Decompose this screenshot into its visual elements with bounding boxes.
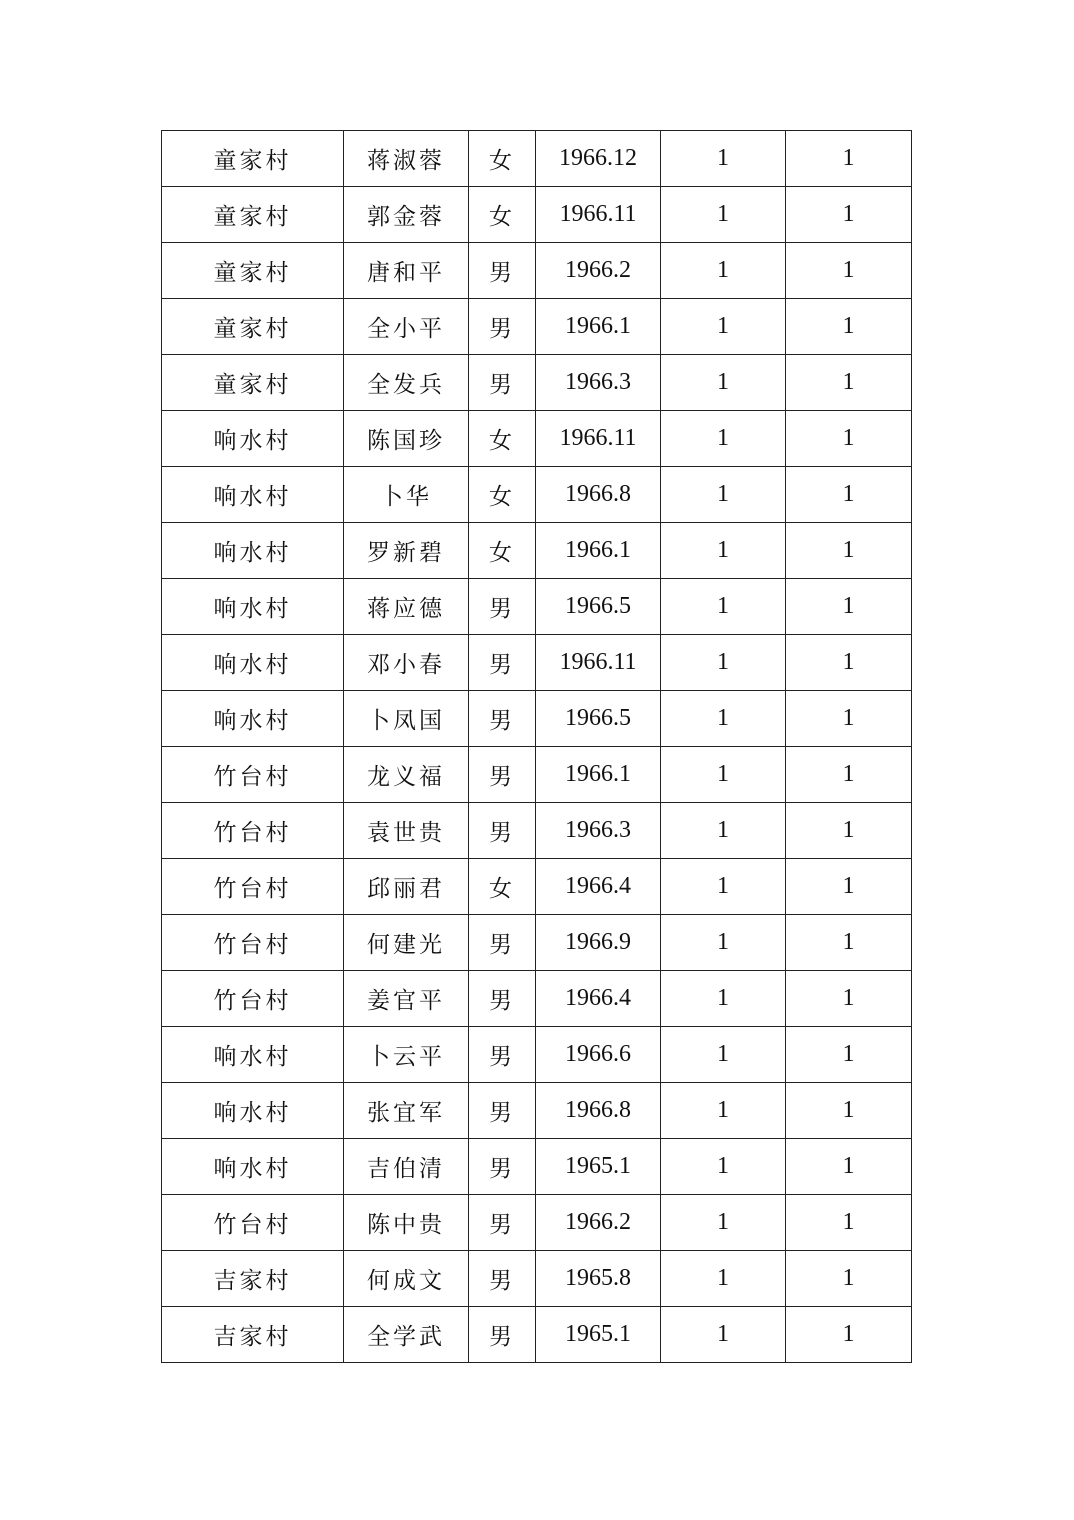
village-cell: 童家村 xyxy=(162,187,344,243)
village-cell: 竹台村 xyxy=(162,747,344,803)
count-cell-a: 1 xyxy=(661,187,786,243)
count-cell-b: 1 xyxy=(786,1251,912,1307)
count-cell-b: 1 xyxy=(786,299,912,355)
birth-date-cell: 1966.3 xyxy=(536,355,661,411)
gender-cell: 女 xyxy=(469,467,536,523)
name-cell: 何建光 xyxy=(344,915,469,971)
table-row xyxy=(162,747,912,803)
gender-cell: 女 xyxy=(469,859,536,915)
count-cell-a: 1 xyxy=(661,243,786,299)
count-cell-a: 1 xyxy=(661,747,786,803)
village-cell: 吉家村 xyxy=(162,1307,344,1363)
village-cell: 童家村 xyxy=(162,355,344,411)
gender-cell: 男 xyxy=(469,747,536,803)
table-row xyxy=(162,467,912,523)
birth-date-cell: 1966.2 xyxy=(536,243,661,299)
birth-date-cell: 1966.6 xyxy=(536,1027,661,1083)
count-cell-a: 1 xyxy=(661,1027,786,1083)
count-cell-b: 1 xyxy=(786,747,912,803)
gender-cell: 女 xyxy=(469,523,536,579)
name-cell: 陈国珍 xyxy=(344,411,469,467)
roster-table-body xyxy=(162,131,912,1363)
count-cell-a: 1 xyxy=(661,1083,786,1139)
village-cell: 响水村 xyxy=(162,1027,344,1083)
count-cell-a: 1 xyxy=(661,579,786,635)
village-cell: 响水村 xyxy=(162,579,344,635)
gender-cell: 男 xyxy=(469,355,536,411)
birth-date-cell: 1966.12 xyxy=(536,131,661,187)
count-cell-a: 1 xyxy=(661,859,786,915)
count-cell-b: 1 xyxy=(786,131,912,187)
name-cell: 蒋应德 xyxy=(344,579,469,635)
gender-cell: 男 xyxy=(469,1307,536,1363)
birth-date-cell: 1966.11 xyxy=(536,411,661,467)
village-cell: 童家村 xyxy=(162,243,344,299)
village-cell: 竹台村 xyxy=(162,971,344,1027)
name-cell: 卜华 xyxy=(344,467,469,523)
gender-cell: 女 xyxy=(469,187,536,243)
birth-date-cell: 1965.8 xyxy=(536,1251,661,1307)
table-row xyxy=(162,299,912,355)
name-cell: 全学武 xyxy=(344,1307,469,1363)
village-cell: 响水村 xyxy=(162,1083,344,1139)
count-cell-b: 1 xyxy=(786,1307,912,1363)
table-row xyxy=(162,523,912,579)
name-cell: 陈中贵 xyxy=(344,1195,469,1251)
count-cell-b: 1 xyxy=(786,579,912,635)
table-row xyxy=(162,187,912,243)
gender-cell: 男 xyxy=(469,1083,536,1139)
village-cell: 竹台村 xyxy=(162,915,344,971)
count-cell-a: 1 xyxy=(661,635,786,691)
gender-cell: 男 xyxy=(469,1139,536,1195)
village-cell: 竹台村 xyxy=(162,859,344,915)
count-cell-a: 1 xyxy=(661,299,786,355)
count-cell-a: 1 xyxy=(661,355,786,411)
count-cell-b: 1 xyxy=(786,915,912,971)
name-cell: 何成文 xyxy=(344,1251,469,1307)
table-row xyxy=(162,1027,912,1083)
table-row xyxy=(162,635,912,691)
count-cell-b: 1 xyxy=(786,467,912,523)
count-cell-b: 1 xyxy=(786,355,912,411)
count-cell-b: 1 xyxy=(786,187,912,243)
count-cell-a: 1 xyxy=(661,1139,786,1195)
table-row xyxy=(162,243,912,299)
name-cell: 邓小春 xyxy=(344,635,469,691)
village-cell: 童家村 xyxy=(162,131,344,187)
count-cell-a: 1 xyxy=(661,803,786,859)
count-cell-b: 1 xyxy=(786,691,912,747)
birth-date-cell: 1966.5 xyxy=(536,579,661,635)
village-cell: 响水村 xyxy=(162,635,344,691)
count-cell-b: 1 xyxy=(786,1139,912,1195)
count-cell-a: 1 xyxy=(661,1251,786,1307)
table-row xyxy=(162,971,912,1027)
birth-date-cell: 1966.8 xyxy=(536,467,661,523)
birth-date-cell: 1966.1 xyxy=(536,299,661,355)
birth-date-cell: 1966.4 xyxy=(536,971,661,1027)
village-cell: 响水村 xyxy=(162,523,344,579)
village-cell: 竹台村 xyxy=(162,1195,344,1251)
count-cell-a: 1 xyxy=(661,1195,786,1251)
name-cell: 唐和平 xyxy=(344,243,469,299)
gender-cell: 男 xyxy=(469,243,536,299)
gender-cell: 女 xyxy=(469,411,536,467)
gender-cell: 男 xyxy=(469,1251,536,1307)
count-cell-b: 1 xyxy=(786,635,912,691)
count-cell-b: 1 xyxy=(786,1083,912,1139)
birth-date-cell: 1965.1 xyxy=(536,1139,661,1195)
birth-date-cell: 1965.1 xyxy=(536,1307,661,1363)
count-cell-b: 1 xyxy=(786,1027,912,1083)
village-cell: 响水村 xyxy=(162,467,344,523)
table-row xyxy=(162,1251,912,1307)
table-row xyxy=(162,355,912,411)
birth-date-cell: 1966.3 xyxy=(536,803,661,859)
table-row xyxy=(162,411,912,467)
name-cell: 邱丽君 xyxy=(344,859,469,915)
birth-date-cell: 1966.1 xyxy=(536,523,661,579)
gender-cell: 男 xyxy=(469,635,536,691)
name-cell: 袁世贵 xyxy=(344,803,469,859)
count-cell-a: 1 xyxy=(661,467,786,523)
count-cell-b: 1 xyxy=(786,411,912,467)
village-cell: 竹台村 xyxy=(162,803,344,859)
gender-cell: 男 xyxy=(469,915,536,971)
gender-cell: 男 xyxy=(469,691,536,747)
count-cell-b: 1 xyxy=(786,859,912,915)
birth-date-cell: 1966.2 xyxy=(536,1195,661,1251)
gender-cell: 男 xyxy=(469,1195,536,1251)
roster-table xyxy=(161,130,912,1363)
village-cell: 童家村 xyxy=(162,299,344,355)
name-cell: 卜云平 xyxy=(344,1027,469,1083)
name-cell: 罗新碧 xyxy=(344,523,469,579)
count-cell-b: 1 xyxy=(786,243,912,299)
birth-date-cell: 1966.4 xyxy=(536,859,661,915)
table-row xyxy=(162,859,912,915)
gender-cell: 男 xyxy=(469,1027,536,1083)
count-cell-a: 1 xyxy=(661,411,786,467)
village-cell: 响水村 xyxy=(162,1139,344,1195)
table-row xyxy=(162,131,912,187)
name-cell: 张宜军 xyxy=(344,1083,469,1139)
count-cell-a: 1 xyxy=(661,131,786,187)
table-row xyxy=(162,1139,912,1195)
count-cell-a: 1 xyxy=(661,691,786,747)
table-row xyxy=(162,691,912,747)
table-row xyxy=(162,915,912,971)
village-cell: 响水村 xyxy=(162,411,344,467)
table-row xyxy=(162,1195,912,1251)
birth-date-cell: 1966.11 xyxy=(536,187,661,243)
gender-cell: 女 xyxy=(469,131,536,187)
name-cell: 蒋淑蓉 xyxy=(344,131,469,187)
count-cell-a: 1 xyxy=(661,523,786,579)
count-cell-a: 1 xyxy=(661,971,786,1027)
birth-date-cell: 1966.1 xyxy=(536,747,661,803)
count-cell-b: 1 xyxy=(786,971,912,1027)
name-cell: 姜官平 xyxy=(344,971,469,1027)
name-cell: 卜凤国 xyxy=(344,691,469,747)
table-row xyxy=(162,1307,912,1363)
name-cell: 龙义福 xyxy=(344,747,469,803)
gender-cell: 男 xyxy=(469,971,536,1027)
birth-date-cell: 1966.9 xyxy=(536,915,661,971)
name-cell: 郭金蓉 xyxy=(344,187,469,243)
birth-date-cell: 1966.8 xyxy=(536,1083,661,1139)
gender-cell: 男 xyxy=(469,299,536,355)
count-cell-b: 1 xyxy=(786,1195,912,1251)
village-cell: 响水村 xyxy=(162,691,344,747)
name-cell: 全小平 xyxy=(344,299,469,355)
name-cell: 吉伯清 xyxy=(344,1139,469,1195)
name-cell: 全发兵 xyxy=(344,355,469,411)
count-cell-b: 1 xyxy=(786,523,912,579)
gender-cell: 男 xyxy=(469,579,536,635)
count-cell-a: 1 xyxy=(661,915,786,971)
count-cell-b: 1 xyxy=(786,803,912,859)
table-row xyxy=(162,579,912,635)
village-cell: 吉家村 xyxy=(162,1251,344,1307)
count-cell-a: 1 xyxy=(661,1307,786,1363)
table-row xyxy=(162,803,912,859)
birth-date-cell: 1966.11 xyxy=(536,635,661,691)
gender-cell: 男 xyxy=(469,803,536,859)
table-row xyxy=(162,1083,912,1139)
birth-date-cell: 1966.5 xyxy=(536,691,661,747)
